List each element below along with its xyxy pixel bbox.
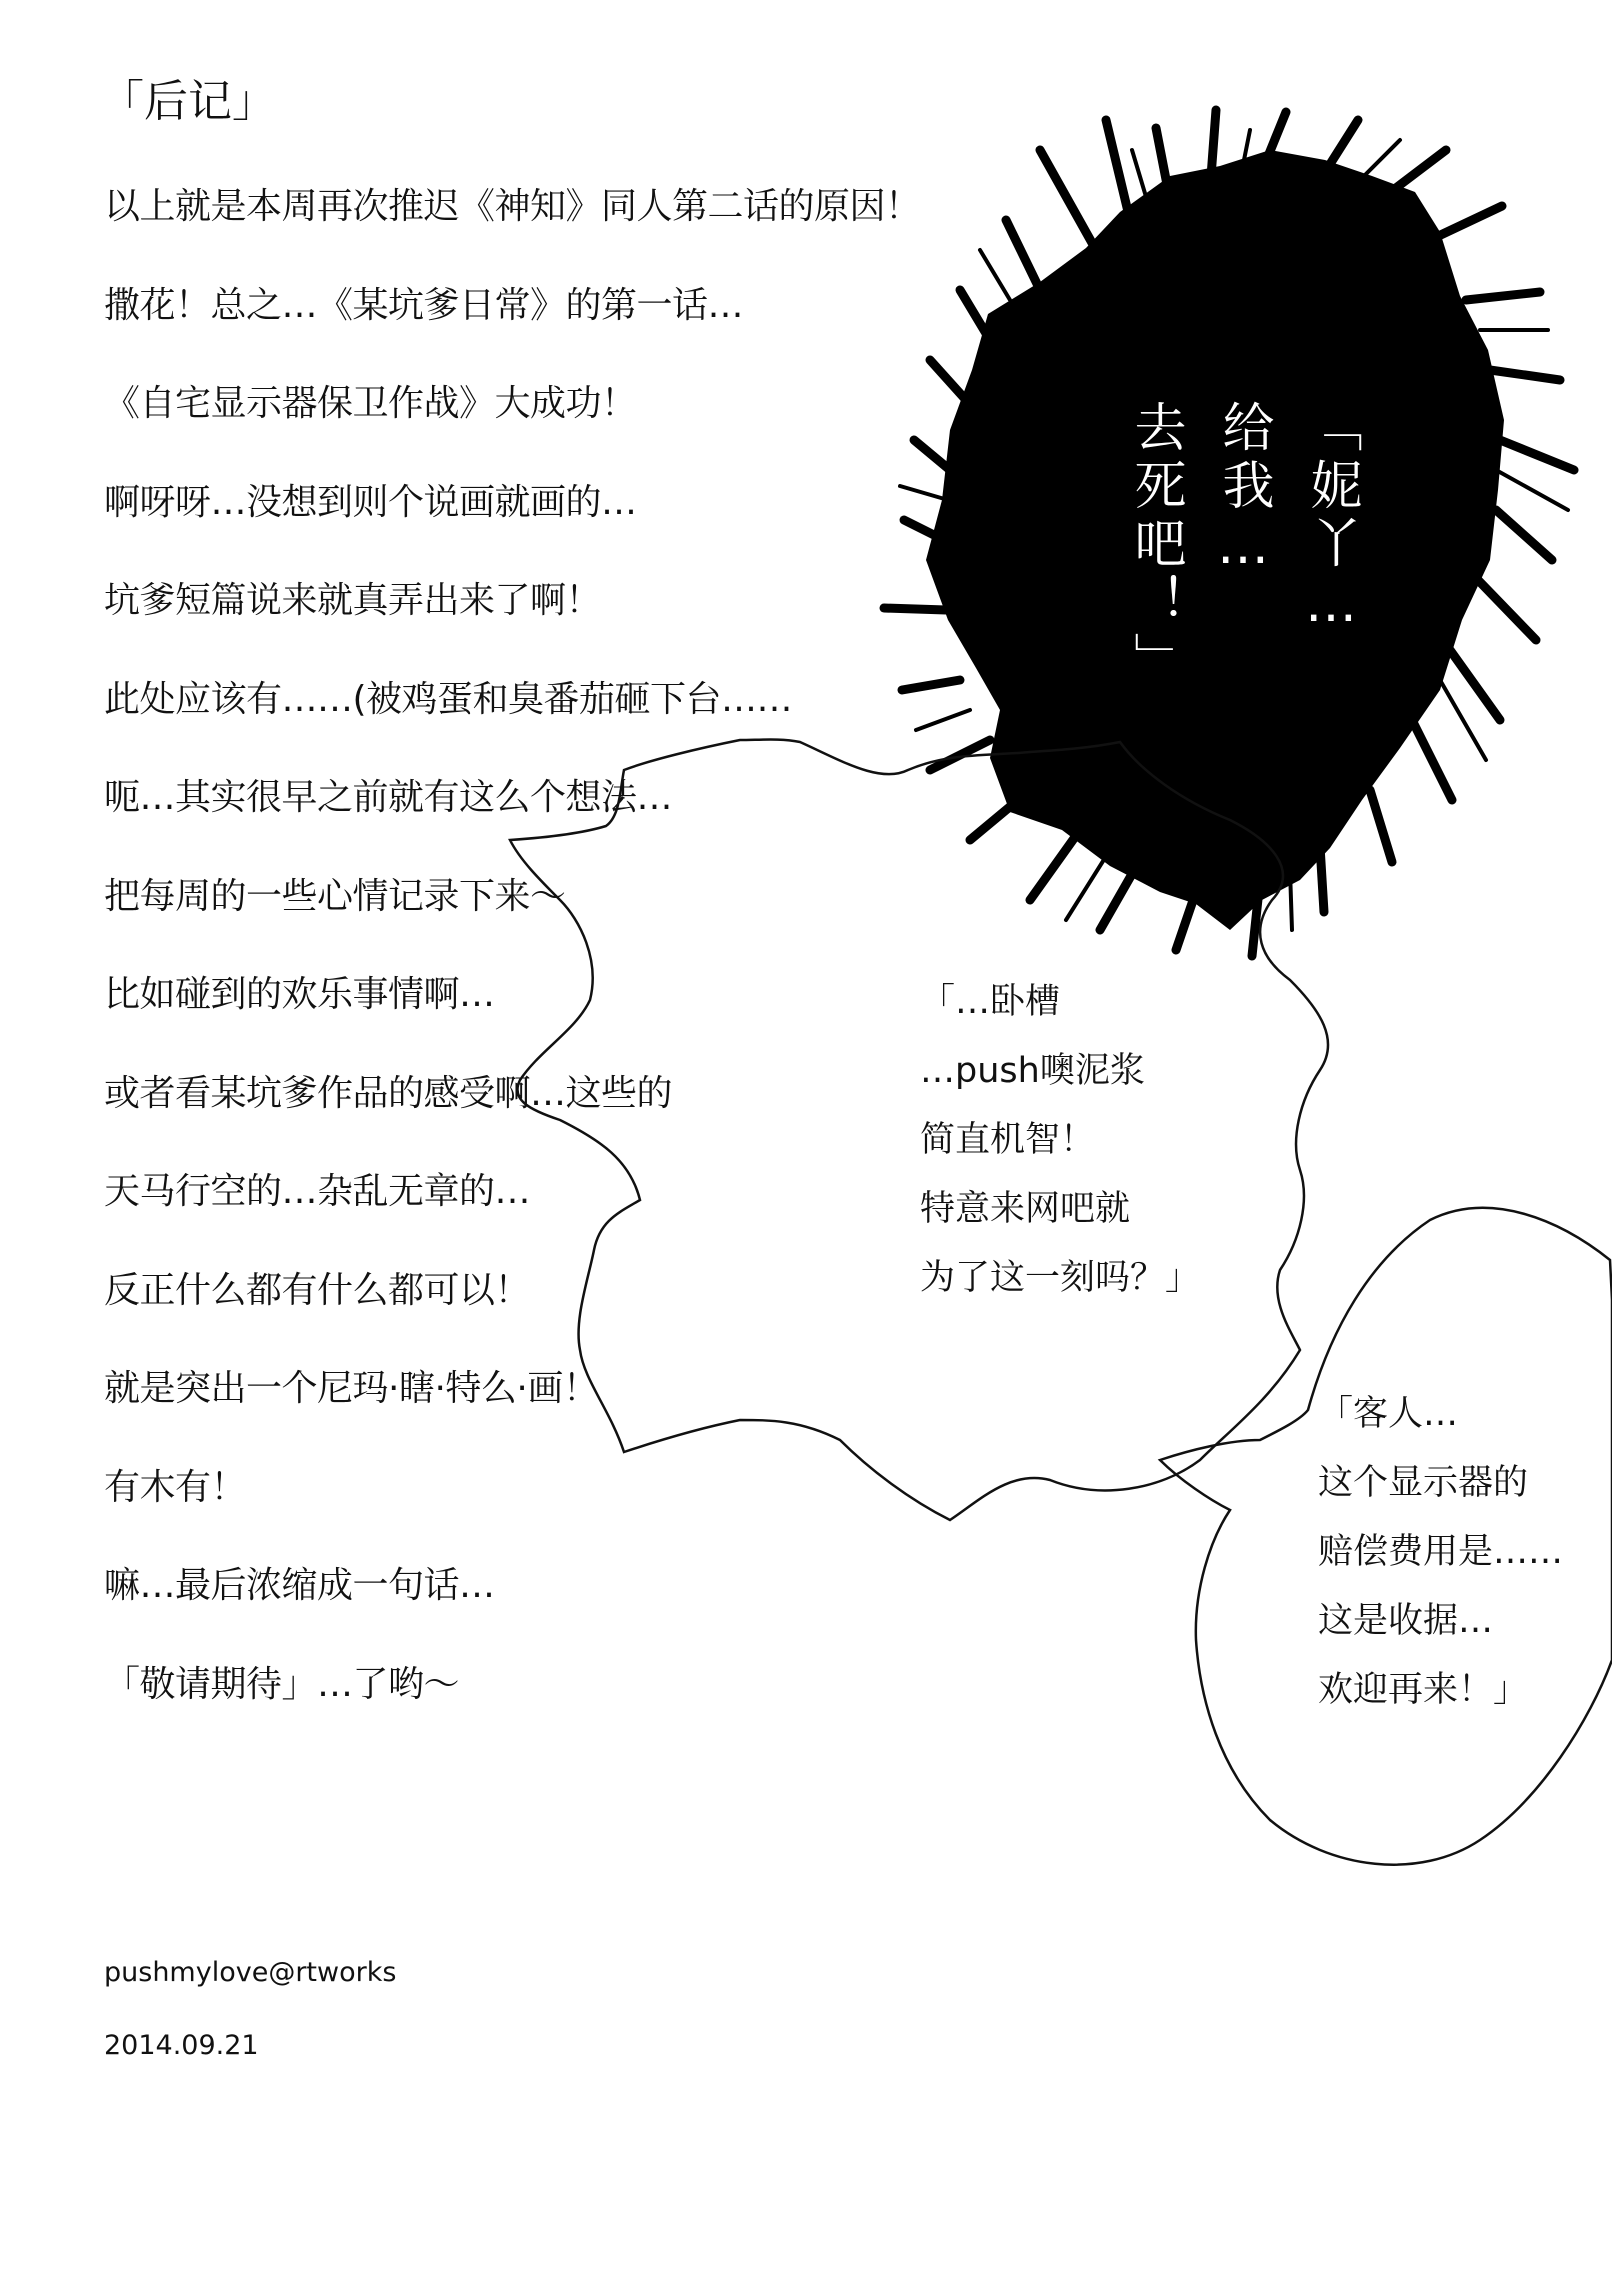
- text-line: 啊呀呀…没想到则个说画就画的…: [104, 481, 637, 523]
- page-title: 「后记」: [100, 76, 276, 127]
- bubble-line: 「…卧槽: [920, 982, 1061, 1022]
- bubble-line: 为了这一刻吗？」: [920, 1258, 1201, 1298]
- shout-column: 去死吧！」: [1125, 400, 1185, 690]
- text-line: 反正什么都有什么都可以！: [104, 1269, 531, 1311]
- text-line: 或者看某坑爹作品的感受啊…这些的: [104, 1072, 673, 1114]
- text-line: 以上就是本周再次推迟《神知》同人第二话的原因！: [104, 186, 921, 227]
- bubble-line: …push噢泥浆: [920, 1051, 1145, 1091]
- text-line: 此处应该有……(被鸡蛋和臭番茄砸下台……: [104, 678, 793, 720]
- author-handle: pushmylove@rtworks: [104, 1957, 397, 1988]
- shout-column: 「妮丫…: [1301, 400, 1361, 640]
- bubble-line: 简直机智！: [920, 1120, 1096, 1160]
- afterword-text: [104, 180, 921, 1756]
- bubble-line: 「客人…: [1318, 1394, 1459, 1434]
- text-line: 嘛…最后浓缩成一句话…: [104, 1565, 495, 1606]
- bubble-line: 赔偿费用是……: [1318, 1532, 1564, 1572]
- bubble-line: 特意来网吧就: [920, 1189, 1131, 1229]
- speech-bubble-2-text: [1318, 1380, 1563, 1725]
- speech-bubble-1-text: [920, 968, 1200, 1313]
- text-line: 天马行空的…杂乱无章的…: [104, 1171, 531, 1212]
- text-line: 呃…其实很早之前就有这么个想法…: [104, 777, 673, 818]
- text-line: 撒花！总之…《某坑爹日常》的第一话…: [104, 284, 744, 326]
- publish-date: 2014.09.21: [104, 2030, 259, 2061]
- text-line: 坑爹短篇说来就真弄出来了啊！: [104, 580, 602, 621]
- bubble-line: 欢迎再来！」: [1318, 1670, 1529, 1710]
- bubble-line: 这是收据…: [1318, 1601, 1494, 1641]
- bubble-line: 这个显示器的: [1318, 1463, 1529, 1503]
- text-line: 《自宅显示器保卫作战》大成功！: [104, 383, 637, 424]
- text-line: 比如碰到的欢乐事情啊…: [104, 974, 495, 1015]
- text-line: 「敬请期待」…了哟～: [104, 1663, 460, 1705]
- shout-column: 给我…: [1213, 400, 1273, 582]
- text-line: 把每周的一些心情记录下来～: [104, 875, 566, 917]
- text-line: 有木有！: [104, 1466, 247, 1508]
- text-line: 就是突出一个尼玛·瞎·特么·画！: [104, 1368, 599, 1409]
